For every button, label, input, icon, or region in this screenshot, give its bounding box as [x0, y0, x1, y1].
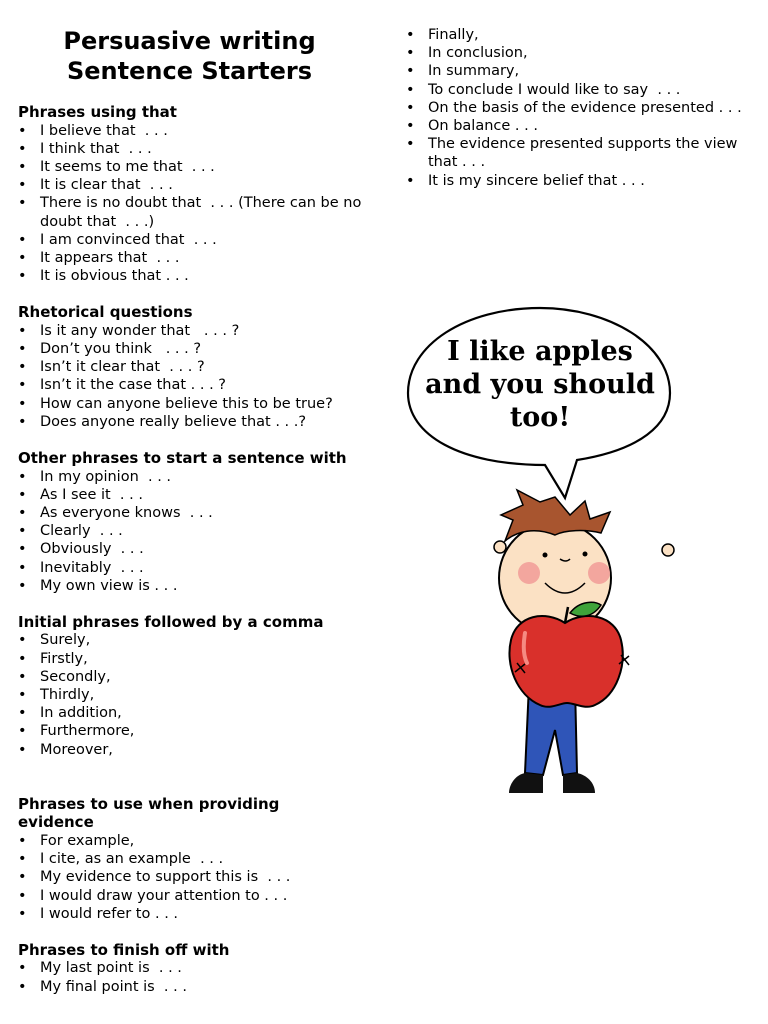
list-item: • The evidence presented supports the view that . . . [406, 135, 751, 171]
list-item: • Inevitably . . . [18, 559, 378, 577]
section-rhetorical-questions [18, 303, 378, 431]
list-item: • Moreover, [18, 741, 378, 759]
list-item: • In conclusion, [406, 44, 751, 62]
list-item: • As I see it . . . [18, 486, 378, 504]
phrase-list [18, 631, 378, 758]
list-item: • My final point is . . . [18, 978, 378, 996]
list-item: • On the basis of the evidence presented . . . [406, 99, 751, 117]
section-finish-off [18, 941, 378, 996]
section-heading: Phrases using that [18, 103, 177, 121]
list-item: • Furthermore, [18, 722, 378, 740]
list-item: • I would refer to . . . [18, 905, 378, 923]
section-other-phrases [18, 449, 378, 595]
list-item: • For example, [18, 832, 378, 850]
list-item: • Is it any wonder that . . . ? [18, 322, 378, 340]
phrase-list [18, 468, 378, 595]
conclusion-list [406, 26, 751, 190]
list-item: • It is clear that . . . [18, 176, 378, 194]
right-column [406, 26, 756, 190]
list-item: • There is no doubt that . . . (There can be no doubt that . . .) [18, 194, 378, 230]
list-item: • It is obvious that . . . [18, 267, 378, 285]
phrase-list [18, 959, 378, 995]
list-item: • I think that . . . [18, 140, 378, 158]
list-item: • Isn’t it the case that . . . ? [18, 376, 378, 394]
boy-with-apple-illustration [405, 305, 675, 800]
list-item: • Does anyone really believe that . . .? [18, 413, 378, 431]
title-line-2: Sentence Starters [66, 57, 312, 85]
section-heading: Rhetorical questions [18, 303, 193, 322]
left-column [18, 26, 378, 1014]
list-item: • It seems to me that . . . [18, 158, 378, 176]
list-item: • In summary, [406, 62, 751, 80]
section-heading: Initial phrases followed by a comma [18, 612, 324, 631]
speech-bubble-text: I like apples and you should too! [425, 336, 655, 433]
section-providing-evidence [18, 795, 378, 923]
list-item: • I believe that . . . [18, 122, 378, 140]
section-phrases-using-that [18, 103, 378, 285]
phrase-list [18, 322, 378, 431]
list-item: • Don’t you think . . . ? [18, 340, 378, 358]
list-item: • My last point is . . . [18, 959, 378, 977]
list-item: • I cite, as an example . . . [18, 850, 378, 868]
list-item: • As everyone knows . . . [18, 504, 378, 522]
section-heading: Phrases to use when providing evidence [18, 794, 280, 832]
page-title [18, 26, 361, 86]
list-item: • In addition, [18, 704, 378, 722]
list-item: • On balance . . . [406, 117, 751, 135]
list-item: • How can anyone believe this to be true? [18, 395, 378, 413]
list-item: • It is my sincere belief that . . . [406, 172, 751, 190]
phrase-list [18, 122, 378, 286]
list-item: • I would draw your attention to . . . [18, 887, 378, 905]
list-item: • Surely, [18, 631, 378, 649]
list-item: • Obviously . . . [18, 540, 378, 558]
speech-bubble [408, 308, 670, 498]
phrase-list [18, 832, 378, 923]
section-initial-phrases [18, 613, 378, 759]
list-item: • In my opinion . . . [18, 468, 378, 486]
list-item: • Thirdly, [18, 686, 378, 704]
list-item: • I am convinced that . . . [18, 231, 378, 249]
list-item: • Isn’t it clear that . . . ? [18, 358, 378, 376]
list-item: • It appears that . . . [18, 249, 378, 267]
list-item: • Firstly, [18, 650, 378, 668]
list-item: • To conclude I would like to say . . . [406, 81, 751, 99]
list-item: • My evidence to support this is . . . [18, 868, 378, 886]
section-heading: Other phrases to start a sentence with [18, 449, 347, 468]
list-item: • Secondly, [18, 668, 378, 686]
section-heading: Phrases to finish off with [18, 940, 230, 959]
list-item: • My own view is . . . [18, 577, 378, 595]
list-item: • Finally, [406, 26, 751, 44]
list-item: • Clearly . . . [18, 522, 378, 540]
title-line-1: Persuasive writing [63, 27, 316, 55]
